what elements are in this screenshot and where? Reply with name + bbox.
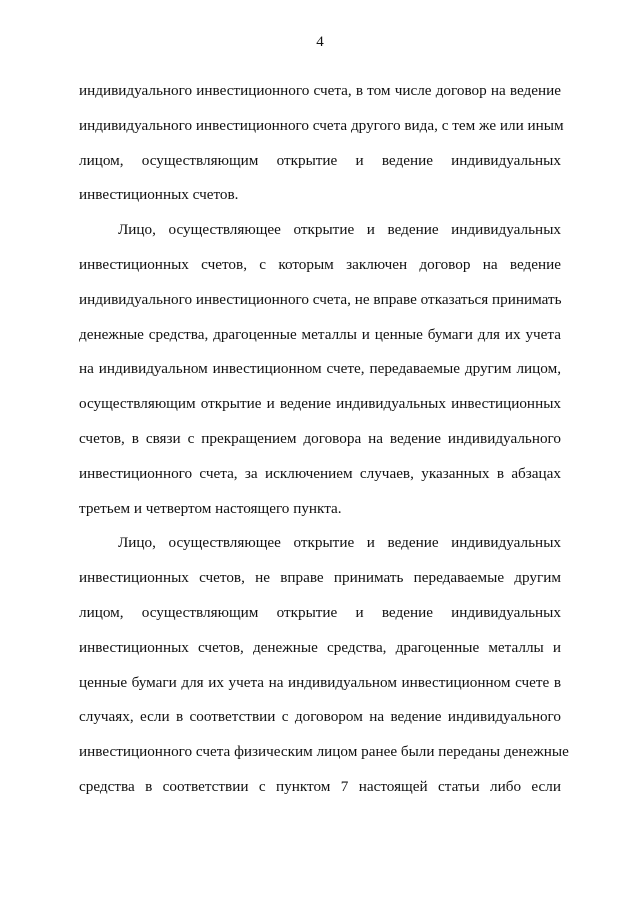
text-line: третьем и четвертом настоящего пункта. [79, 499, 342, 517]
text-line: средства в соответствии с пунктом 7 настоящей статьи либо если [79, 777, 561, 795]
text-line: индивидуального инвестиционного счета, не вправе отказаться принимать [79, 290, 562, 308]
text-line: Лицо, осуществляющее открытие и ведение индивидуальных [118, 221, 561, 239]
text-line: инвестиционных счетов, с которым заключен договор на ведение [79, 255, 561, 273]
text-line: инвестиционного счета физическим лицом ранее были переданы денежные [79, 743, 569, 761]
text-line: случаях, если в соответствии с договором на ведение индивидуального [79, 708, 561, 726]
paragraph-2 [79, 213, 561, 526]
paragraph-1 [79, 74, 564, 213]
text-line: инвестиционных счетов. [79, 186, 239, 204]
text-line: лицом, осуществляющим открытие и ведение индивидуальных [79, 603, 561, 621]
text-line: счетов, в связи с прекращением договора на ведение индивидуального [79, 429, 561, 447]
text-line: инвестиционного счета, за исключением случаев, указанных в абзацах [79, 464, 561, 482]
document-body [79, 74, 569, 805]
text-line: индивидуального инвестиционного счета другого вида, с тем же или иным [79, 116, 564, 134]
page-number: 4 [316, 34, 324, 50]
text-line: инвестиционных счетов, денежные средства, драгоценные металлы и [79, 638, 561, 656]
text-line: осуществляющим открытие и ведение индивидуальных инвестиционных [79, 395, 561, 413]
paragraph-3 [79, 526, 569, 804]
text-line: ценные бумаги для их учета на индивидуальном инвестиционном счете в [79, 673, 561, 691]
text-line: на индивидуальном инвестиционном счете, передаваемые другим лицом, [79, 360, 561, 378]
text-line: лицом, осуществляющим открытие и ведение индивидуальных [79, 151, 561, 169]
text-line: денежные средства, драгоценные металлы и ценные бумаги для их учета [79, 325, 561, 343]
text-line: индивидуального инвестиционного счета, в том числе договор на ведение [79, 82, 561, 99]
text-line: инвестиционных счетов, не вправе принимать передаваемые другим [79, 569, 561, 587]
text-line: Лицо, осуществляющее открытие и ведение индивидуальных [118, 534, 561, 552]
